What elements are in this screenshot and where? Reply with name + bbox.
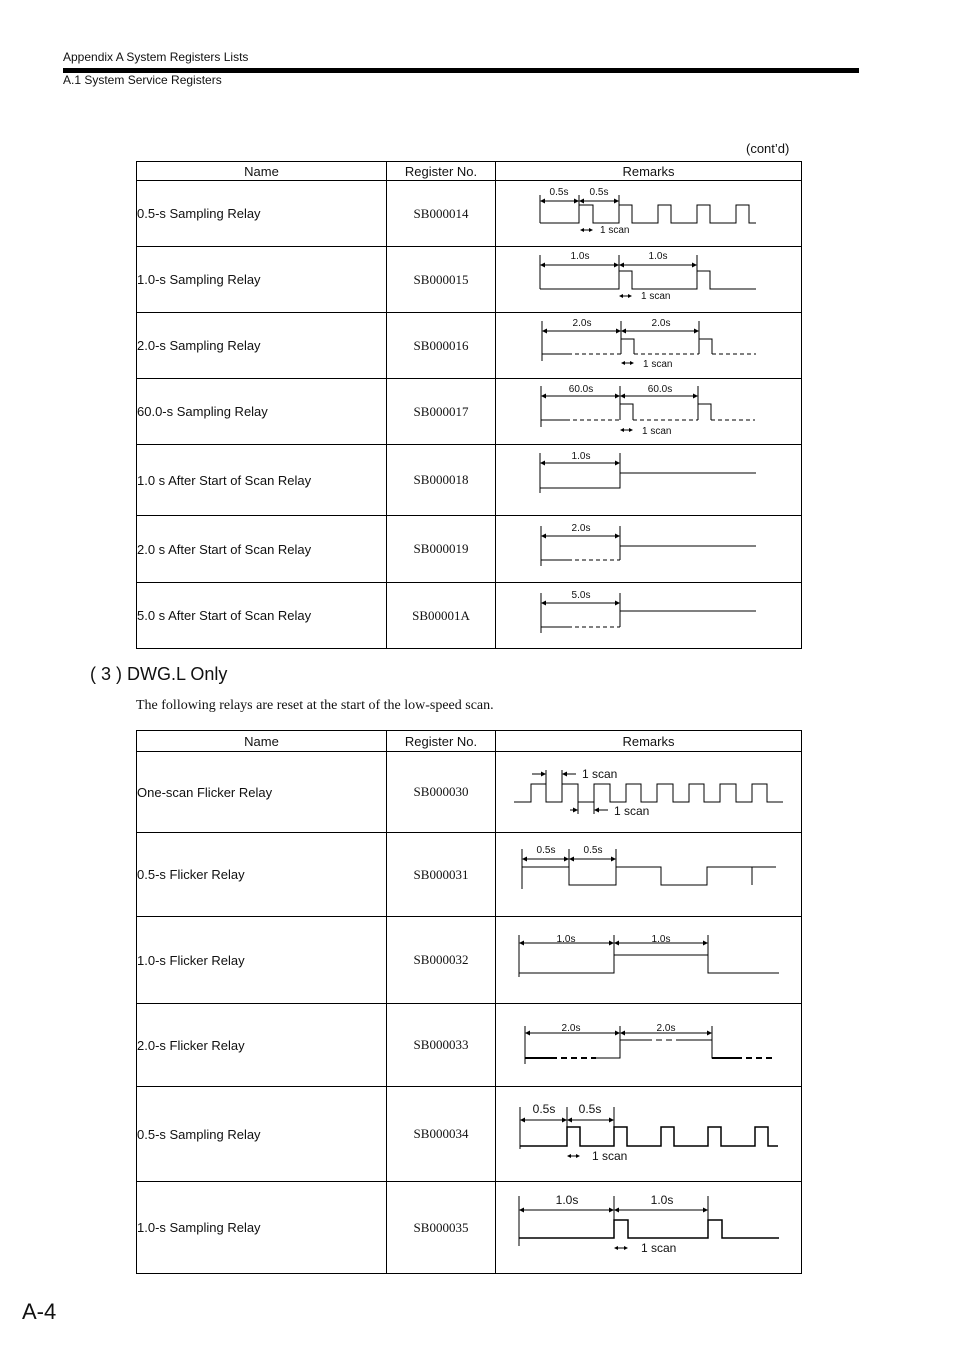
relay-name: 0.5-s Sampling Relay — [137, 181, 387, 247]
register-number: SB000017 — [387, 379, 496, 445]
table-row — [137, 1087, 802, 1182]
timing-diagram — [496, 247, 800, 312]
relay-name: 60.0-s Sampling Relay — [137, 379, 387, 445]
timing-diagram — [496, 445, 800, 515]
relay-name: 1.0-s Sampling Relay — [137, 247, 387, 313]
period-label: 60.0s — [568, 384, 594, 395]
period-label: 2.0s — [571, 523, 591, 534]
relay-name: 5.0 s After Start of Scan Relay — [137, 583, 387, 649]
col-register: Register No. — [387, 731, 496, 752]
period-label: 60.0s — [647, 384, 673, 395]
relay-name: 2.0-s Sampling Relay — [137, 313, 387, 379]
scan-label: 1 scan — [641, 1241, 677, 1255]
period-label: 2.0s — [572, 318, 592, 329]
relay-name: 0.5-s Flicker Relay — [137, 833, 387, 917]
waveform — [540, 205, 756, 223]
timing-diagram-cell — [496, 583, 802, 649]
timing-diagram — [496, 1004, 800, 1086]
period-label: 1.0s — [556, 934, 576, 945]
page-number: A-4 — [22, 1299, 57, 1324]
register-number: SB000019 — [387, 516, 496, 583]
table-row — [137, 752, 802, 833]
register-number: SB000014 — [387, 181, 496, 247]
timing-diagram-cell — [496, 1182, 802, 1274]
table-row — [137, 833, 802, 917]
col-register: Register No. — [387, 162, 496, 181]
col-name: Name — [137, 731, 387, 752]
register-number: SB000034 — [387, 1087, 496, 1182]
period-label: 1.0s — [650, 1193, 674, 1207]
scan-label: 1 scan — [641, 291, 671, 302]
period-label: 0.5s — [549, 187, 569, 198]
relay-name: One-scan Flicker Relay — [137, 752, 387, 833]
scan-label: 1 scan — [614, 804, 650, 818]
timing-diagram-cell — [496, 379, 802, 445]
relay-name: 2.0-s Flicker Relay — [137, 1004, 387, 1087]
relay-name: 0.5-s Sampling Relay — [137, 1087, 387, 1182]
table-header-row — [137, 731, 802, 752]
register-number: SB000016 — [387, 313, 496, 379]
header-appendix: Appendix A System Registers Lists — [63, 50, 249, 64]
timing-diagram — [496, 1087, 800, 1181]
period-label: 0.5s — [536, 845, 556, 856]
period-label: 1.0s — [648, 251, 668, 262]
register-number: SB000035 — [387, 1182, 496, 1274]
period-label: 0.5s — [578, 1102, 602, 1116]
timing-diagram — [496, 516, 800, 582]
table-header-row — [137, 162, 802, 181]
col-name: Name — [137, 162, 387, 181]
relay-name: 1.0 s After Start of Scan Relay — [137, 445, 387, 516]
register-number: SB000018 — [387, 445, 496, 516]
timing-diagram — [496, 1182, 800, 1273]
scan-label: 1 scan — [643, 359, 673, 370]
register-table-1 — [136, 161, 802, 649]
register-number: SB000031 — [387, 833, 496, 917]
period-label: 1.0s — [571, 451, 591, 462]
relay-name: 1.0-s Flicker Relay — [137, 917, 387, 1004]
waveform — [540, 271, 756, 289]
table-row — [137, 379, 802, 445]
period-label: 1.0s — [555, 1193, 579, 1207]
waveform — [522, 867, 776, 885]
table-row — [137, 583, 802, 649]
table-row — [137, 1004, 802, 1087]
period-label: 0.5s — [583, 845, 603, 856]
register-number: SB000032 — [387, 917, 496, 1004]
scan-label: 1 scan — [582, 767, 618, 781]
period-label: 1.0s — [570, 251, 590, 262]
header-section: A.1 System Service Registers — [63, 73, 222, 87]
waveform — [519, 955, 779, 973]
timing-diagram-cell — [496, 917, 802, 1004]
timing-diagram — [496, 313, 800, 378]
relay-name: 2.0 s After Start of Scan Relay — [137, 516, 387, 583]
timing-diagram-cell — [496, 1004, 802, 1087]
waveform — [621, 339, 634, 354]
register-number: SB000015 — [387, 247, 496, 313]
timing-diagram-cell — [496, 1087, 802, 1182]
register-number: SB000033 — [387, 1004, 496, 1087]
register-number: SB000030 — [387, 752, 496, 833]
timing-diagram-cell — [496, 445, 802, 516]
timing-diagram — [496, 752, 800, 832]
section-intro: The following relays are reset at the start of the low-speed scan. — [136, 698, 494, 713]
timing-diagram-cell — [496, 752, 802, 833]
table-row — [137, 313, 802, 379]
period-label: 5.0s — [571, 590, 591, 601]
waveform — [520, 1127, 778, 1146]
scan-label: 1 scan — [592, 1149, 628, 1163]
timing-diagram — [496, 833, 800, 916]
scan-label: 1 scan — [642, 426, 672, 437]
timing-diagram-cell — [496, 833, 802, 917]
period-label: 1.0s — [651, 934, 671, 945]
section-title: ( 3 ) DWG.L Only — [90, 664, 228, 684]
timing-diagram-cell — [496, 313, 802, 379]
col-remarks: Remarks — [496, 731, 802, 752]
period-label: 0.5s — [589, 187, 609, 198]
period-label: 2.0s — [651, 318, 671, 329]
table-row — [137, 247, 802, 313]
timing-diagram — [496, 917, 800, 1003]
period-label: 2.0s — [656, 1023, 676, 1034]
table-row — [137, 1182, 802, 1274]
table-row — [137, 516, 802, 583]
timing-diagram-cell — [496, 181, 802, 247]
contd-label: (cont’d) — [746, 141, 790, 156]
waveform — [540, 473, 756, 488]
register-table-2 — [136, 730, 802, 1274]
table-row — [137, 917, 802, 1004]
table-row — [137, 181, 802, 247]
timing-diagram-cell — [496, 247, 802, 313]
timing-diagram — [496, 583, 800, 648]
timing-diagram-cell — [496, 516, 802, 583]
col-remarks: Remarks — [496, 162, 802, 181]
scan-label: 1 scan — [600, 225, 630, 236]
period-label: 0.5s — [532, 1102, 556, 1116]
period-label: 2.0s — [561, 1023, 581, 1034]
table-row — [137, 445, 802, 516]
relay-name: 1.0-s Sampling Relay — [137, 1182, 387, 1274]
timing-diagram — [496, 181, 800, 246]
waveform — [519, 1220, 779, 1238]
register-number: SB00001A — [387, 583, 496, 649]
timing-diagram — [496, 379, 800, 444]
waveform — [514, 784, 783, 802]
